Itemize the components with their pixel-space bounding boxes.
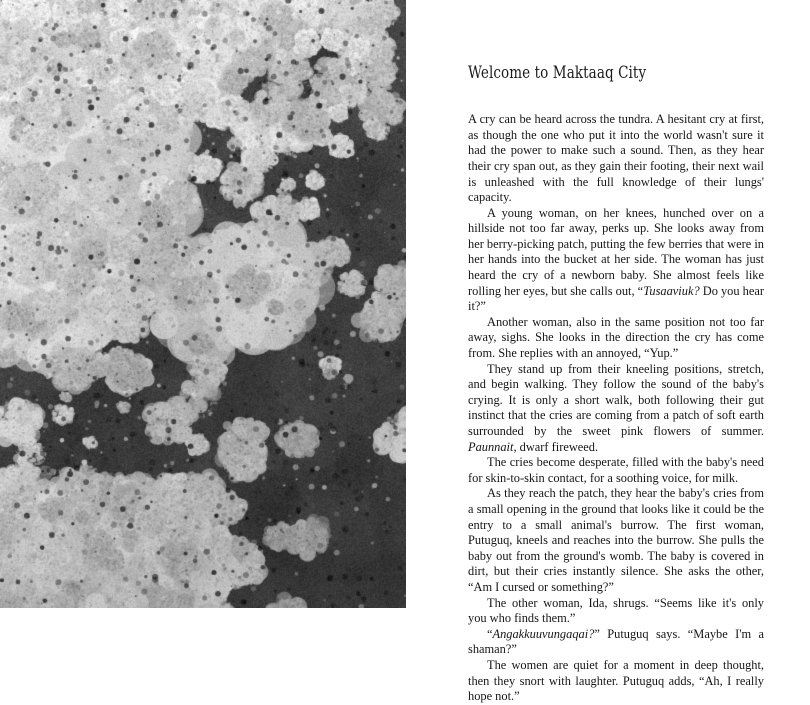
- chapter-title: Welcome to Maktaaq City: [468, 63, 647, 82]
- chapter-body-text: [468, 82, 764, 705]
- text-column: [468, 0, 764, 704]
- body-text-run: , dwarf fireweed.: [513, 439, 599, 454]
- body-text-run: The other woman, Ida, shrugs. “Seems like it's only you who finds them.”: [468, 595, 764, 626]
- body-text-run: Another woman, also in the same position not too far away, sighs. She looks in the direction the cry has come from. She replies with an annoyed, “Yup.”: [468, 314, 764, 361]
- body-text-run: The cries become desperate, filled with the baby's need for skin-to-skin contact, for a soothing voice, for milk.: [468, 455, 764, 485]
- body-paragraph: [468, 486, 764, 595]
- body-text-run: The women are quiet for a moment in deep thought, then they snort with laughter. Putuguq adds, “Ah, I really hope not.”: [468, 657, 764, 704]
- body-paragraph: [468, 658, 764, 705]
- inuktitut-italic-phrase: Angakkuuvungaqai?: [492, 626, 595, 641]
- body-paragraph: [468, 315, 764, 362]
- lichen-covered-rock-photograph: [0, 0, 406, 608]
- body-text-run: A cry can be heard across the tundra. A hesitant cry at first, as though the one who put it into the world wasn't sure it had the power to make such a sound. Then, as they hear their cry span out, as they gain their footing, their next wail is unleashed with the full knowledge of their lungs' capacity.: [468, 112, 764, 205]
- body-paragraph: [468, 455, 764, 486]
- body-text-run: ” Putuguq says. “Maybe I'm a shaman?”: [468, 626, 764, 657]
- body-paragraph: [468, 112, 764, 206]
- body-paragraph: [468, 206, 764, 315]
- lichen-photo-panel: [0, 0, 406, 608]
- body-text-run: As they reach the patch, they hear the baby's cries from a small opening in the ground that looks like it could be the entry to a small animal's burrow. The first woman, Putuguq, kneels and reaches into the burrow. She pulls the baby out from the ground's womb. The baby is covered in dirt, but their cries instantly silence. She asks the other, “Am I cursed or something?”: [468, 486, 764, 594]
- body-paragraph: [468, 362, 764, 456]
- body-text-run: They stand up from their kneeling positions, stretch, and begin walking. They follow the sound of the baby's crying. It is only a short walk, both following their gut instinct that the cries are coming from a patch of soft earth surrounded by the sweet pink flowers of summer.: [468, 361, 764, 439]
- body-paragraph: [468, 596, 764, 627]
- inuktitut-italic-phrase: Tusaaviuk?: [643, 283, 700, 298]
- body-text-run: Do you hear it?”: [468, 283, 764, 314]
- body-text-run: “: [487, 626, 493, 641]
- body-text-run: A young woman, on her knees, hunched over on a hillside not too far away, perks up. She looks away from her berry-picking patch, putting the few berries that were in her hands into the bucket at her side. The woman has just heard the cry of a newborn baby. She almost feels like rolling her eyes, but she calls out, “: [468, 205, 764, 298]
- body-paragraph: [468, 627, 764, 658]
- text-page: [406, 0, 810, 704]
- inuktitut-italic-phrase: Paunnait: [468, 439, 514, 454]
